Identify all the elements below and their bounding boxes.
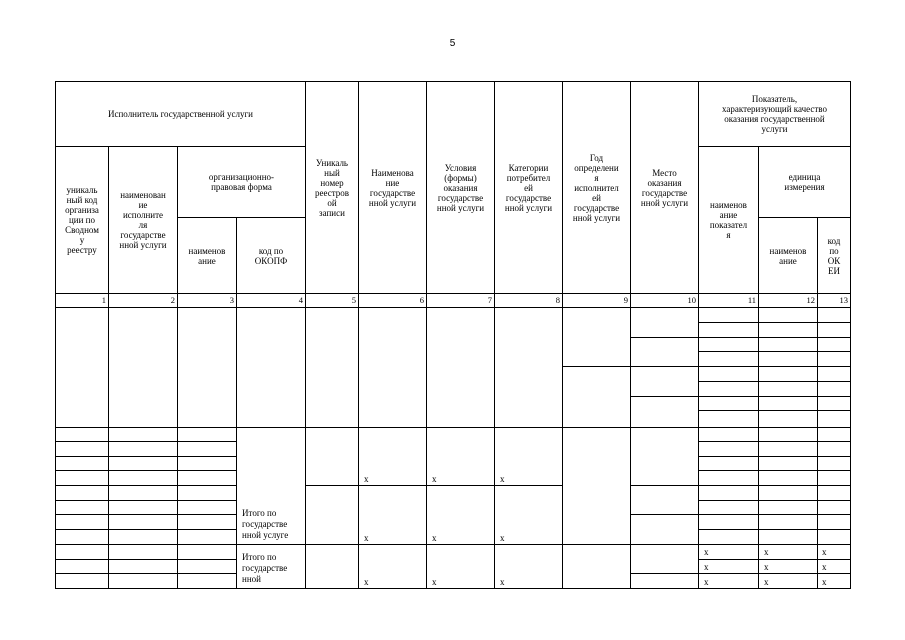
column-number-10: 10 [687,295,696,305]
column-number-2: 2 [170,295,175,305]
x-mark: x [500,533,505,543]
column-number-12: 12 [806,295,815,305]
column-number-6: 6 [419,295,424,305]
x-mark: x [500,577,505,587]
header-executor-year: Год определени я исполнител ей государстве нной услуги [572,152,621,223]
x-mark: x [364,577,369,587]
header-unit-name: наименов ание [769,245,807,266]
x-mark: x [764,562,769,572]
x-mark: x [364,533,369,543]
header-registry-number: Уникаль ный номер реестров ой записи [314,157,349,218]
header-okei-code: код по ОК ЕИ [827,235,841,276]
x-mark: x [764,577,769,587]
column-number-4: 4 [298,295,303,305]
column-number-9: 9 [623,295,628,305]
page-number: 5 [449,38,456,49]
header-service-place: Место оказания государстве нной услуги [640,167,689,208]
column-number-1: 1 [101,295,106,305]
x-mark: x [764,547,769,557]
column-number-5: 5 [351,295,356,305]
header-okopf-code: код по ОКОПФ [254,245,288,266]
header-executor-name: наименован ие исполните ля государстве нной услуги [119,190,167,250]
header-executor: Исполнитель государственной услуги [108,109,253,119]
total-by-service-label: Итого по государстве нной [242,552,288,584]
header-unique-code: уникаль ный код организа ции по Сводном у реестру [65,185,99,255]
header-service-conditions: Условия (формы) оказания государстве нной услуги [436,162,485,213]
x-mark: x [822,562,827,572]
header-quality-indicator: Показатель, характеризующий качество оказания государственной услуги [721,94,827,134]
x-mark: x [704,562,709,572]
x-mark: x [822,547,827,557]
column-number-13: 13 [839,295,848,305]
x-mark: x [704,577,709,587]
x-mark: x [432,577,437,587]
column-number-3: 3 [229,295,234,305]
column-number-8: 8 [555,295,560,305]
header-org-legal-form: организационно- правовая форма [208,172,275,192]
header-service-name: Наименова ние государстве нной услуги [368,167,417,208]
x-mark: x [704,547,709,557]
column-number-7: 7 [487,295,492,305]
x-mark: x [432,533,437,543]
header-unit: единица измерения [784,172,825,192]
x-mark: x [364,474,369,484]
column-number-11: 11 [747,295,756,305]
x-mark: x [432,474,437,484]
header-form-name: наименов ание [188,245,226,266]
x-mark: x [822,577,827,587]
total-by-service-label: Итого по государстве нной услуге [242,508,289,540]
header-indicator-name: наименов ание показател я [709,200,748,240]
x-mark: x [500,474,505,484]
header-consumer-categories: Категории потребител ей государстве нной услуги [504,162,553,213]
